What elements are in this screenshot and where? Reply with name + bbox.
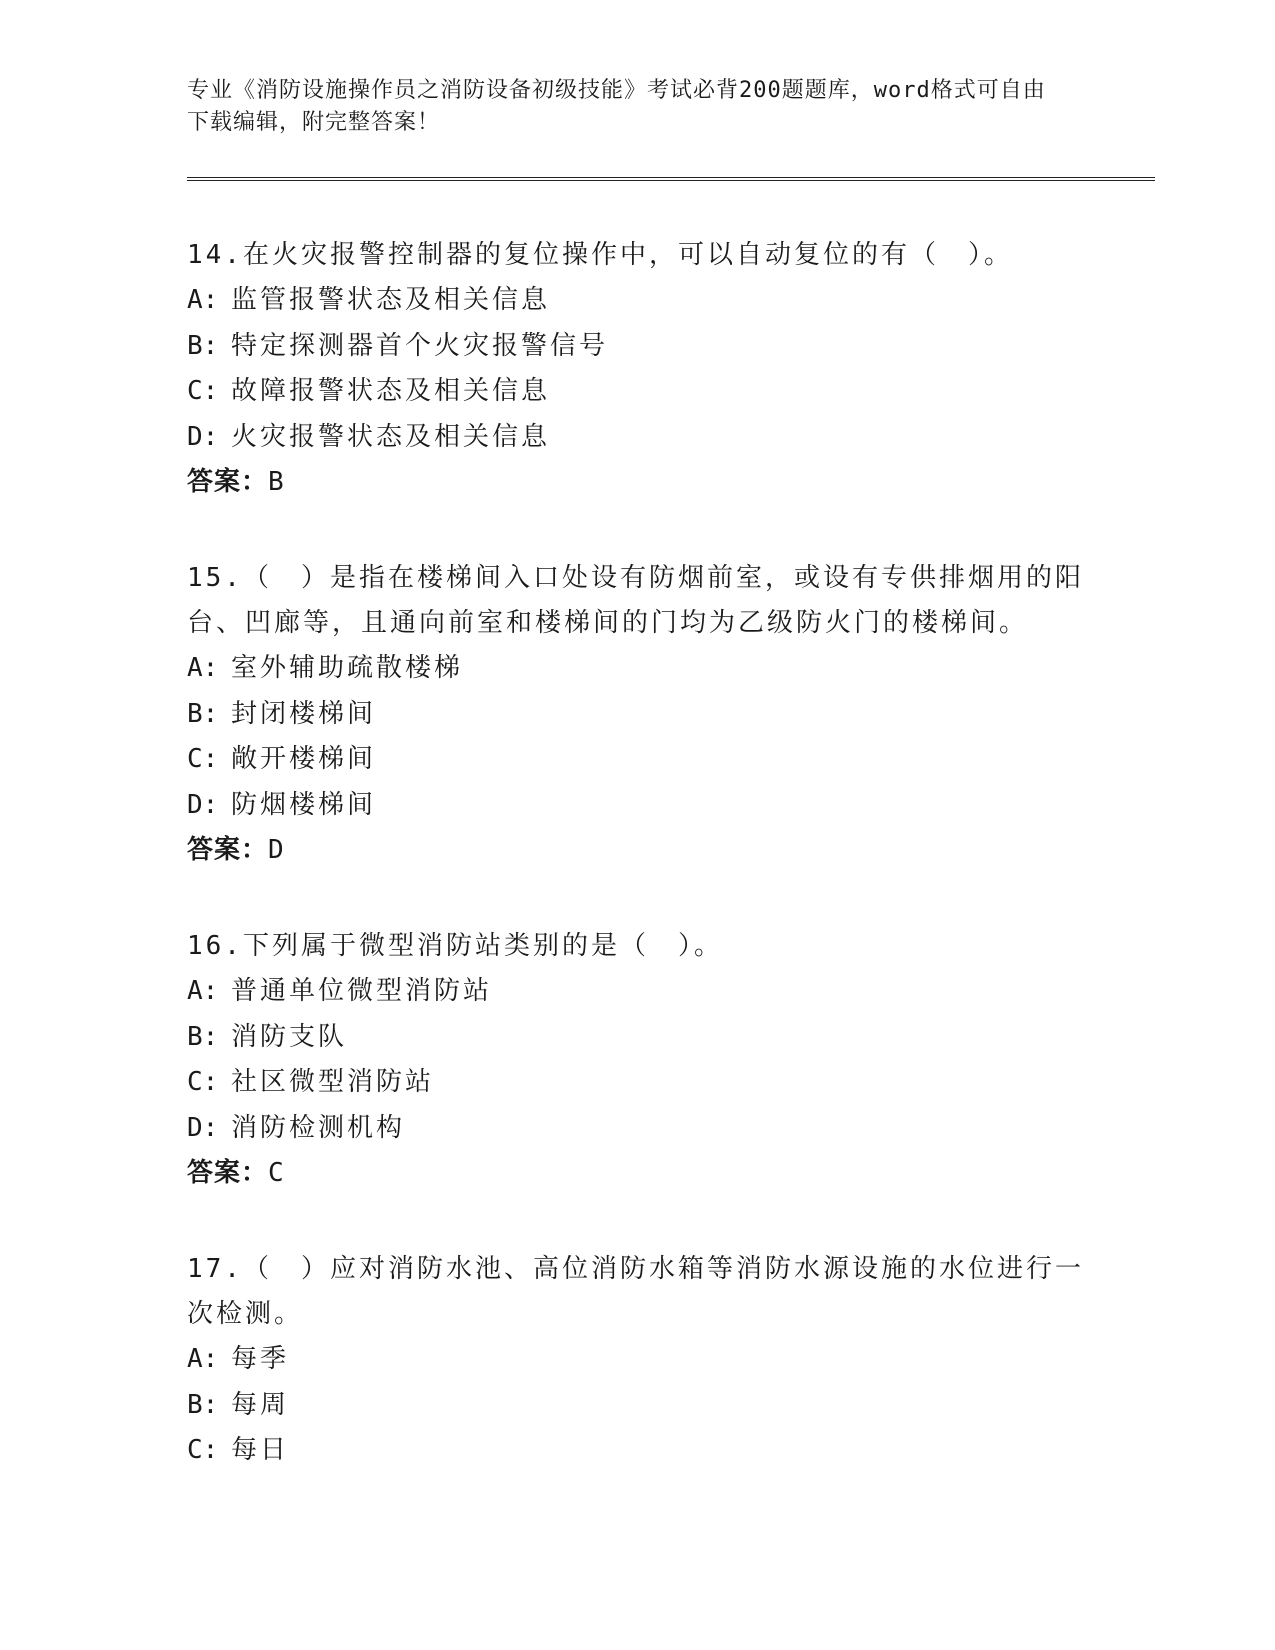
option-text: 每日 (231, 1435, 290, 1465)
option-text: 防烟楼梯间 (231, 789, 377, 820)
option-c (187, 1060, 1087, 1106)
answer-line (187, 460, 1087, 505)
option-text: 每周 (231, 1389, 290, 1420)
option-text: 火灾报警状态及相关信息 (231, 421, 551, 452)
option-c (187, 1428, 1087, 1474)
question-stem: 17.（ ）应对消防水池、高位消防水箱等消防水源设施的水位进行一次检测。 (187, 1254, 1084, 1329)
option-d (187, 1106, 1087, 1152)
option-text: 社区微型消防站 (231, 1067, 435, 1097)
option-text: 封闭楼梯间 (231, 698, 377, 729)
answer-value: B (268, 467, 285, 497)
question-17 (187, 1247, 1087, 1474)
option-a (187, 969, 1087, 1015)
option-text: 特定探测器首个火灾报警信号 (231, 330, 609, 361)
option-text: 普通单位微型消防站 (231, 976, 493, 1006)
question-16 (187, 924, 1087, 1196)
option-letter: C: (187, 376, 219, 406)
answer-label: 答案： (187, 1158, 269, 1188)
option-text: 消防支队 (231, 1021, 348, 1052)
question-list (187, 233, 1087, 1525)
option-c (187, 737, 1087, 783)
header-double-rule (187, 177, 1155, 181)
option-letter: C: (187, 744, 219, 774)
question-stem: 16.下列属于微型消防站类别的是（ ）。 (187, 931, 723, 961)
answer-value: C (268, 1158, 285, 1188)
option-a (187, 1337, 1087, 1383)
option-letter: B: (187, 698, 219, 729)
option-a (187, 646, 1087, 692)
question-stem: 15.（ ）是指在楼梯间入口处设有防烟前室，或设有专供排烟用的阳台、凹廊等，且通向前室和楼梯间的门均为乙级防火门的楼梯间。 (187, 563, 1084, 638)
option-letter: B: (187, 1021, 219, 1052)
option-d (187, 415, 1087, 461)
option-b (187, 1015, 1087, 1061)
option-c (187, 369, 1087, 415)
question-stem: 14.在火灾报警控制器的复位操作中，可以自动复位的有（ ）。 (187, 240, 1013, 270)
option-text: 室外辅助疏散楼梯 (231, 653, 464, 683)
option-letter: C: (187, 1435, 219, 1465)
option-text: 消防检测机构 (231, 1112, 406, 1143)
answer-line (187, 828, 1087, 873)
option-letter: B: (187, 330, 219, 361)
option-letter: D: (187, 1112, 219, 1143)
answer-value: D (268, 835, 285, 865)
option-text: 故障报警状态及相关信息 (231, 376, 551, 406)
option-text: 敞开楼梯间 (231, 744, 377, 774)
option-b (187, 692, 1087, 738)
option-letter: C: (187, 1067, 219, 1097)
option-b (187, 324, 1087, 370)
option-text: 每季 (231, 1344, 290, 1374)
answer-line (187, 1151, 1087, 1196)
option-letter: A: (187, 1344, 219, 1374)
option-letter: A: (187, 976, 219, 1006)
option-b (187, 1383, 1087, 1429)
option-letter: A: (187, 653, 219, 683)
option-d (187, 783, 1087, 829)
option-a (187, 278, 1087, 324)
option-letter: A: (187, 285, 219, 315)
option-letter: D: (187, 789, 219, 820)
question-15 (187, 556, 1087, 873)
answer-label: 答案： (187, 835, 269, 865)
answer-label: 答案： (187, 467, 269, 497)
option-letter: B: (187, 1389, 219, 1420)
document-header: 专业《消防设施操作员之消防设备初级技能》考试必背200题题库，word格式可自由下载编辑，附完整答案！ (187, 78, 1046, 135)
question-14 (187, 233, 1087, 505)
option-text: 监管报警状态及相关信息 (231, 285, 551, 315)
option-letter: D: (187, 421, 219, 452)
